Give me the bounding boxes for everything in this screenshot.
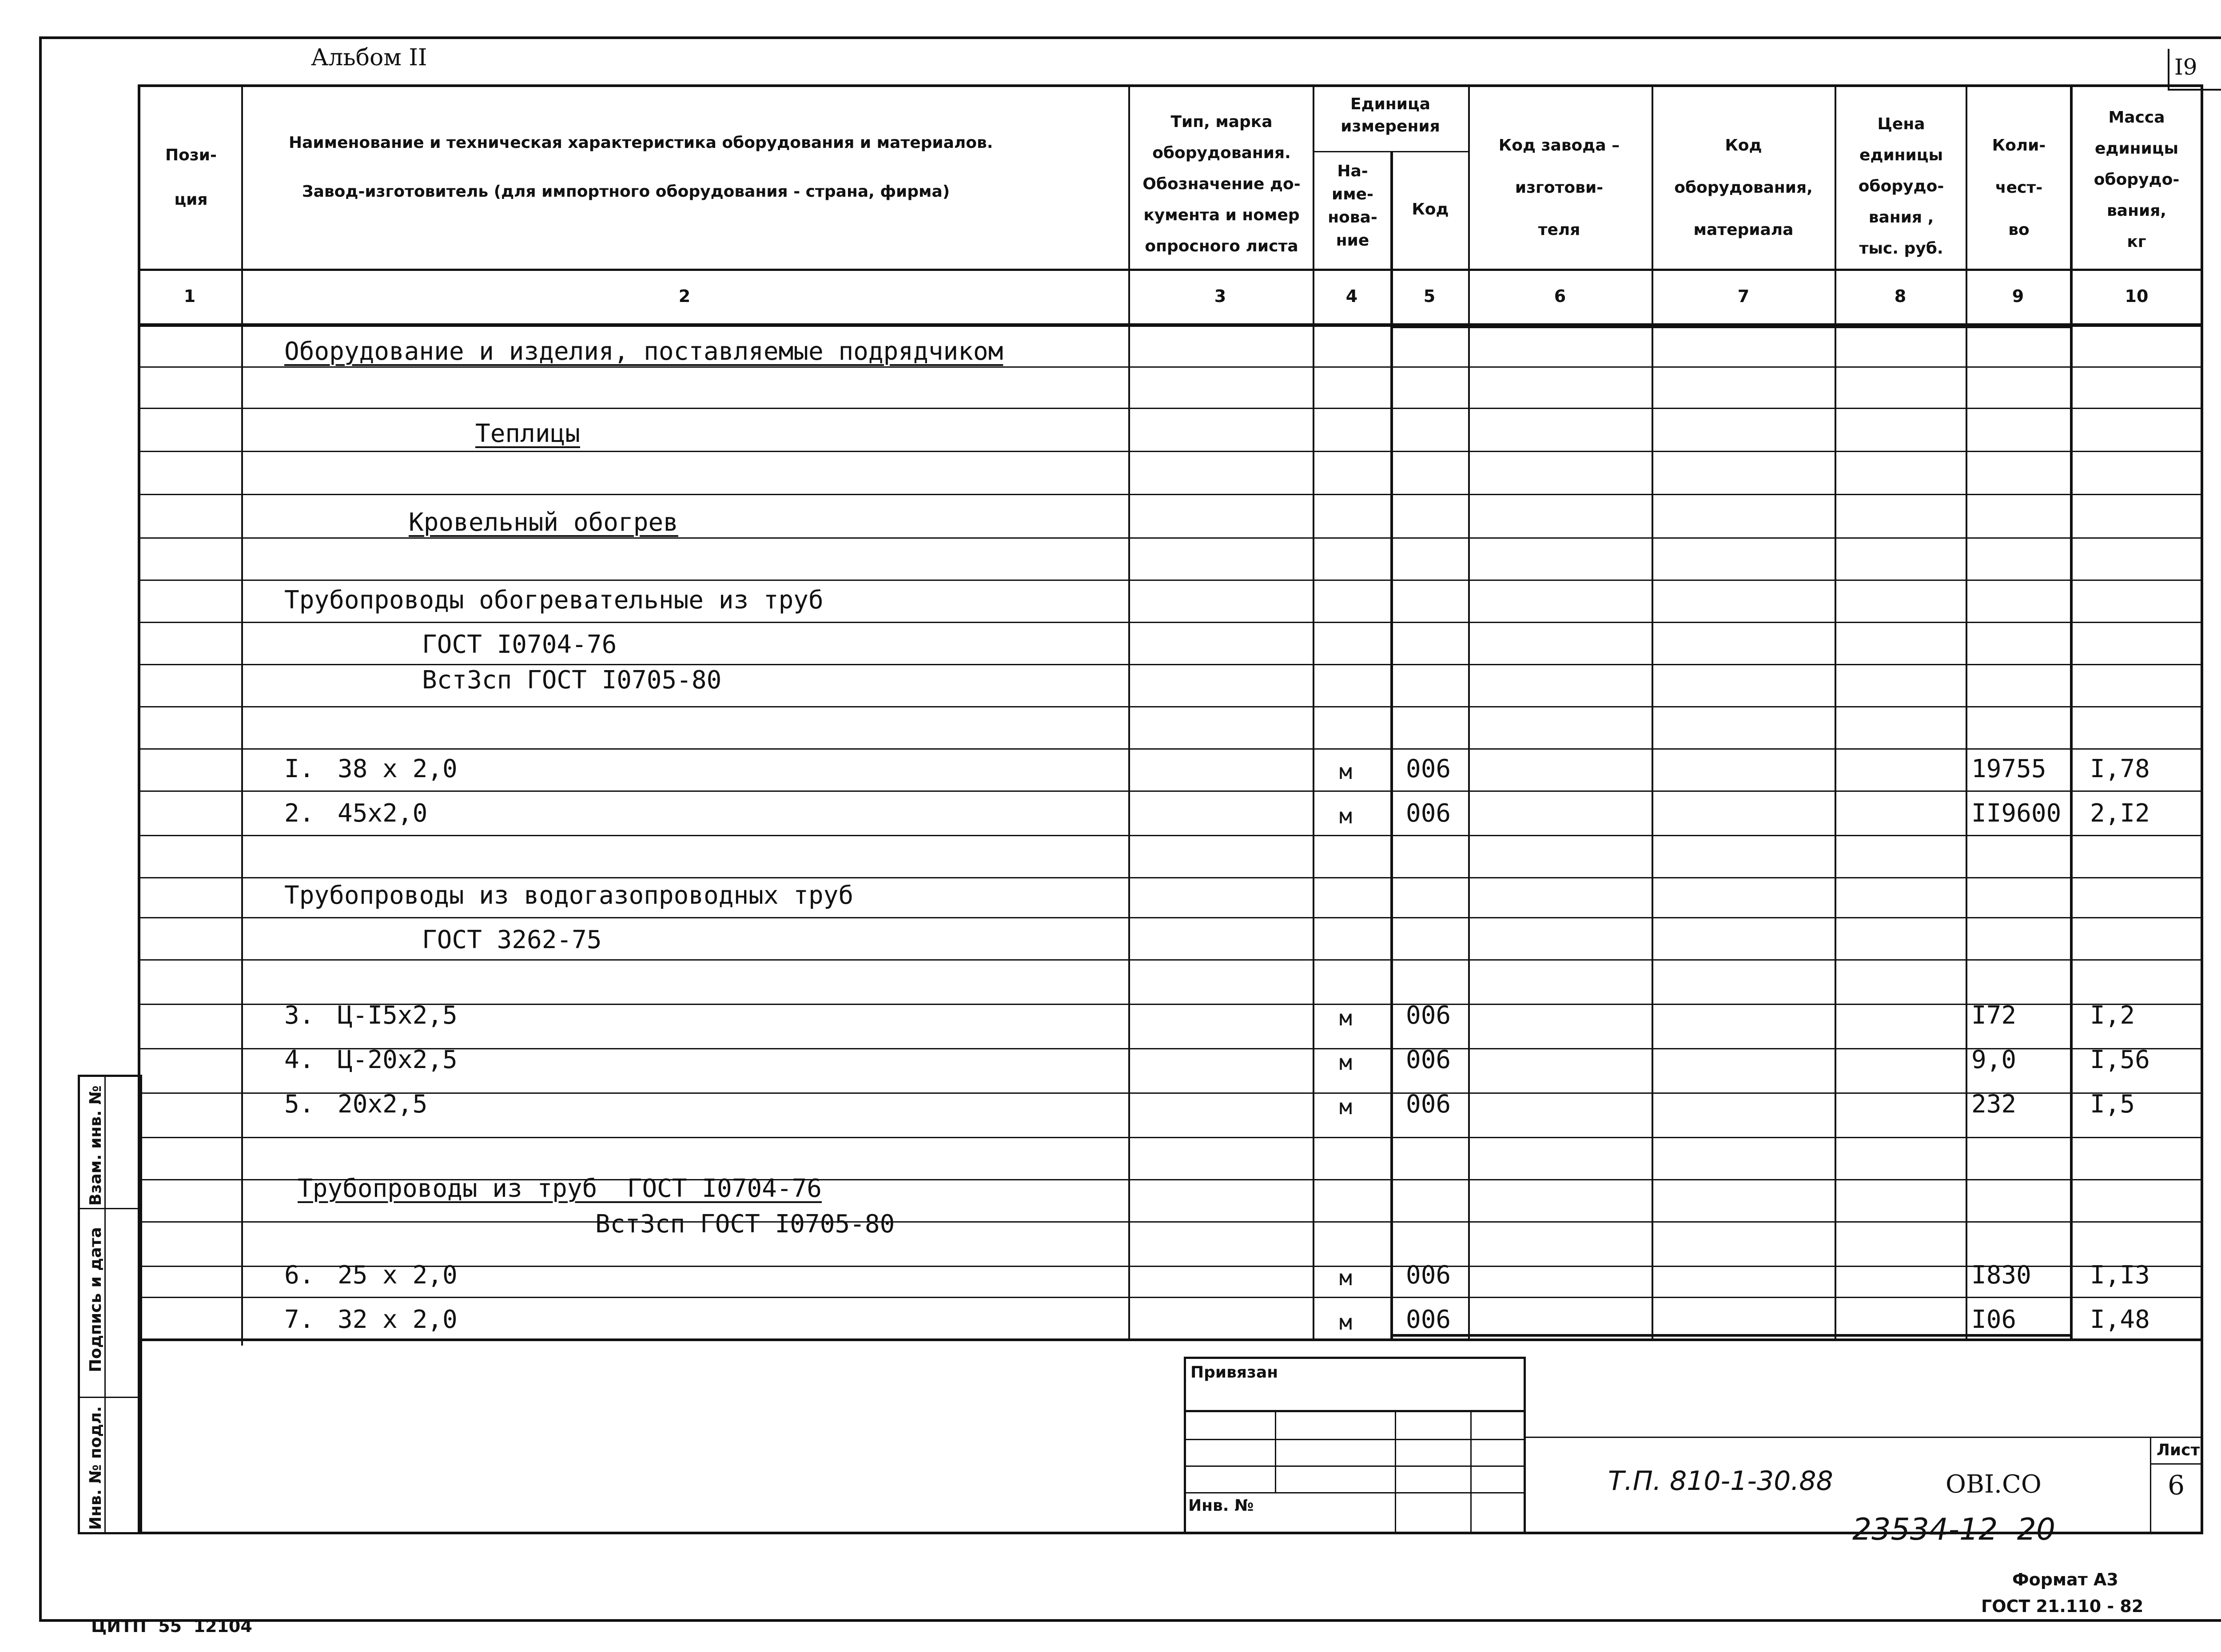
priv-line-1 [1184, 1410, 1526, 1412]
column-number: 9 [2012, 286, 2024, 306]
col6-header: Код завода – изготови- теля [1498, 136, 1620, 239]
position-number: 7. [284, 1305, 314, 1334]
side-label-vzam: Взам. инв. № [87, 1085, 105, 1206]
quantity: 232 [1971, 1090, 2017, 1119]
column-number: 7 [1737, 286, 1750, 306]
format-label: Формат А3 [2012, 1570, 2118, 1589]
col7-header: Код оборудования, материала [1674, 136, 1813, 239]
position-number: I. [284, 755, 314, 783]
col-line-3 [1313, 84, 1314, 1341]
unit-code: 006 [1406, 1001, 1451, 1030]
side-stamp-div1 [78, 1208, 142, 1209]
column-number: 10 [2125, 286, 2149, 306]
album-label: Альбом II [311, 44, 427, 71]
unit-code: 006 [1406, 1090, 1451, 1119]
section-heading: Трубопроводы обогревательные из труб [284, 586, 824, 615]
list-number: 6 [2168, 1470, 2185, 1501]
quantity: 9,0 [1971, 1045, 2017, 1074]
archive-number: 23534-12 20 [1852, 1512, 2056, 1547]
privyazan-label: Привязан [1190, 1363, 1278, 1382]
section-heading: Трубопроводы из труб ГОСТ I0704-76 [298, 1174, 822, 1203]
priv-vline-2 [1395, 1410, 1396, 1534]
item-name: 45x2,0 [338, 799, 428, 828]
unit-code: 006 [1406, 755, 1451, 783]
quantity: I72 [1971, 1001, 2017, 1030]
position-number: 6. [284, 1261, 314, 1290]
section-heading: Оборудование и изделия, поставляемые подрядчиком [284, 337, 1003, 366]
item-name: 20x2,5 [338, 1090, 428, 1119]
side-stamp-div2 [78, 1397, 142, 1398]
col3-header: Тип, марка оборудования. Обозначение до- кумента и номер опросного листа [1142, 113, 1301, 255]
column-number: 1 [183, 286, 196, 306]
quantity: 19755 [1971, 755, 2046, 783]
unit-name: м [1339, 1095, 1352, 1120]
unit-code: 006 [1406, 799, 1451, 828]
unit-code: 006 [1406, 1305, 1451, 1334]
unit-mass: I,56 [2090, 1045, 2150, 1074]
gost-label: ГОСТ 21.110 - 82 [1981, 1596, 2144, 1616]
quantity: I06 [1971, 1305, 2017, 1334]
priv-line-2 [1184, 1439, 1526, 1440]
unit-mass: I,I3 [2090, 1261, 2150, 1290]
header-bottom-line [138, 269, 2203, 271]
priv-line-4 [1184, 1492, 1526, 1493]
unit-mass: I,78 [2090, 755, 2150, 783]
data-block-frame [1390, 326, 2073, 1337]
item-name: Ц-20x2,5 [338, 1045, 458, 1074]
col-line-1 [241, 84, 243, 1346]
position-number: 5. [284, 1090, 314, 1119]
col45-header: Единица измерения [1341, 95, 1440, 135]
list-box-left [2150, 1437, 2151, 1534]
column-number: 4 [1345, 286, 1358, 306]
sheet-code: OBI.CO [1946, 1470, 2042, 1499]
col9-header: Коли- чест- во [1992, 136, 2046, 239]
item-name: 38 x 2,0 [338, 755, 458, 783]
section-heading: Теплицы [475, 419, 581, 448]
unit-mass: I,2 [2090, 1001, 2135, 1030]
unit-mass: 2,I2 [2090, 799, 2150, 828]
doc-code: Т.П. 810-1-30.88 [1608, 1465, 1833, 1497]
column-number: 8 [1894, 286, 1907, 306]
col1-header: Пози- ция [165, 146, 217, 209]
inv-no-label: Инв. № [1188, 1497, 1254, 1515]
list-label: Лист [2157, 1441, 2200, 1459]
section-heading: ВстЗсп ГОСТ I0705-80 [595, 1210, 895, 1239]
priv-vline-3 [1470, 1410, 1472, 1534]
header-sub-line [1313, 151, 1468, 152]
unit-name: м [1339, 1310, 1352, 1335]
section-heading: Кровельный обогрев [409, 508, 678, 537]
title-block-top [1526, 1437, 2203, 1438]
column-number: 2 [678, 286, 691, 306]
position-number: 3. [284, 1001, 314, 1030]
column-number: 6 [1554, 286, 1566, 306]
unit-mass: I,48 [2090, 1305, 2150, 1334]
col8-header: Цена единицы оборудо- вания , тыс. руб. [1858, 115, 1944, 258]
unit-name: м [1339, 1006, 1352, 1031]
col4-header: На- име- нова- ние [1328, 162, 1377, 250]
col10-header: Масса единицы оборудо- вания, кг [2094, 108, 2180, 251]
citp-label: ЦИТП 55 12104 [91, 1616, 252, 1636]
item-name: 25 x 2,0 [338, 1261, 458, 1290]
position-number: 4. [284, 1045, 314, 1074]
side-label-inv: Инв. № подл. [87, 1406, 105, 1530]
list-box-mid [2150, 1463, 2203, 1465]
position-number: 2. [284, 799, 314, 828]
col2-header-line1: Наименование и техническая характеристика оборудования и материалов. [289, 134, 993, 152]
section-heading: ГОСТ I0704-76 [422, 630, 617, 659]
priv-line-3 [1184, 1465, 1526, 1467]
unit-name: м [1339, 804, 1352, 829]
unit-name: м [1339, 759, 1352, 784]
unit-mass: I,5 [2090, 1090, 2135, 1119]
col2-header-line2: Завод-изготовитель (для импортного оборудования - страна, фирма) [302, 183, 950, 201]
unit-code: 006 [1406, 1045, 1451, 1074]
quantity: I830 [1971, 1261, 2031, 1290]
page-number: I9 [2174, 54, 2197, 80]
item-name: Ц-I5x2,5 [338, 1001, 458, 1030]
priv-vline-1 [1275, 1410, 1276, 1492]
column-number: 3 [1214, 286, 1226, 306]
column-number: 5 [1423, 286, 1436, 306]
unit-code: 006 [1406, 1261, 1451, 1290]
item-name: 32 x 2,0 [338, 1305, 458, 1334]
col5-header: Код [1412, 200, 1449, 218]
quantity: II9600 [1971, 799, 2062, 828]
section-heading: Трубопроводы из водогазопроводных труб [284, 881, 854, 910]
col-line-2 [1128, 84, 1130, 1341]
section-heading: ГОСТ 3262-75 [422, 925, 602, 954]
unit-name: м [1339, 1266, 1352, 1291]
section-heading: ВстЗсп ГОСТ I0705-80 [422, 666, 722, 695]
side-label-podpis: Подпись и дата [87, 1227, 105, 1372]
unit-name: м [1339, 1050, 1352, 1075]
